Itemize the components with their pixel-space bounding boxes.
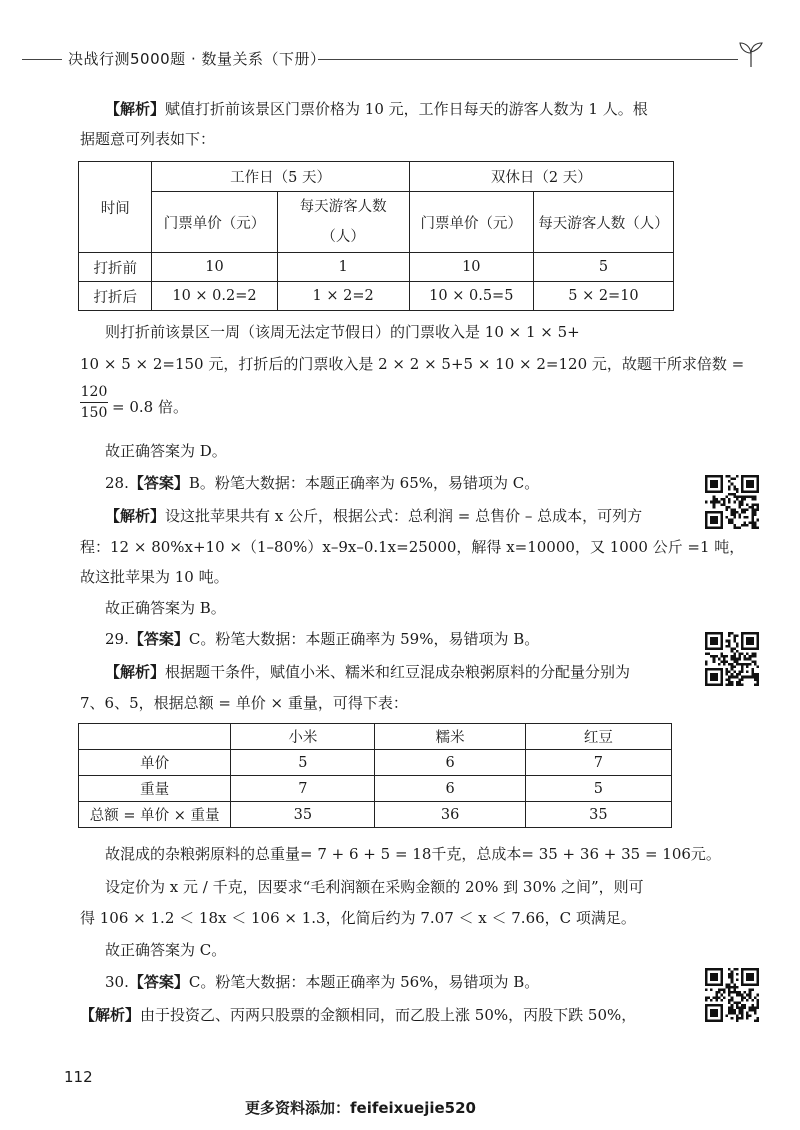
table-group-weekday: 工作日（5 天） bbox=[152, 162, 409, 192]
answer-text: C。粉笔大数据：本题正确率为 56%，易错项为 B。 bbox=[188, 973, 540, 991]
table-corner bbox=[79, 724, 231, 750]
table-header-price: 门票单价（元） bbox=[152, 192, 277, 253]
table-cell: 5 bbox=[525, 776, 671, 802]
table-cell: 5 bbox=[533, 253, 673, 282]
question-number: 28. bbox=[105, 474, 129, 492]
table-header: 小米 bbox=[231, 724, 375, 750]
row-label: 重量 bbox=[79, 776, 231, 802]
table-cell: 5 bbox=[231, 750, 375, 776]
table-header: 红豆 bbox=[525, 724, 671, 750]
q29-answer: 故正确答案为 C。 bbox=[105, 941, 227, 959]
question-number: 29. bbox=[105, 630, 129, 648]
q29-calc-line3: 得 106 × 1.2 ＜ 18x ＜ 106 × 1.3，化简后约为 7.07 ＜ x ＜ 7.66，C 项满足。 bbox=[80, 909, 636, 927]
answer-tag: 【答案】 bbox=[128, 630, 189, 648]
table-cell: 10 bbox=[152, 253, 277, 282]
table-header-visitors-weekend: 每天游客人数（人） bbox=[533, 192, 673, 253]
sprout-icon bbox=[736, 40, 766, 68]
answer-text: B。粉笔大数据：本题正确率为 65%，易错项为 C。 bbox=[188, 474, 540, 492]
row-label: 打折前 bbox=[79, 253, 152, 282]
q28-analysis-line1 bbox=[105, 505, 642, 527]
analysis-text: 根据题干条件，赋值小米、糯米和红豆混成杂粮粥原料的分配量分别为 bbox=[165, 663, 631, 681]
answer-tag: 【答案】 bbox=[128, 973, 189, 991]
table-cell: 6 bbox=[375, 776, 525, 802]
question-number: 30. bbox=[105, 973, 129, 991]
table-cell: 1 bbox=[277, 253, 409, 282]
q27-calc-line1: 则打折前该景区一周（该周无法定节假日）的门票收入是 10 × 1 × 5+ bbox=[105, 323, 580, 341]
q29-answer-line bbox=[105, 628, 539, 650]
q29-calc-line2: 设定价为 x 元 / 千克，因要求“毛利润额在采购金额的 20% 到 30% 之间”，则可 bbox=[105, 878, 644, 896]
table-cell: 6 bbox=[375, 750, 525, 776]
qr-code-icon[interactable] bbox=[705, 968, 759, 1022]
q29-analysis-line1 bbox=[105, 661, 630, 683]
table-cell: 35 bbox=[525, 802, 671, 828]
row-label: 总额 = 单价 × 重量 bbox=[79, 802, 231, 828]
table-cell: 35 bbox=[231, 802, 375, 828]
table-row bbox=[79, 253, 674, 282]
table-cell: 5 × 2=10 bbox=[533, 282, 673, 311]
analysis-tag: 【解析】 bbox=[105, 663, 166, 681]
q30-analysis-line1 bbox=[80, 1004, 636, 1026]
fraction-result: = 0.8 倍。 bbox=[112, 398, 188, 416]
analysis-text: 由于投资乙、丙两只股票的金额相同，而乙股上涨 50%，丙股下跌 50%， bbox=[140, 1006, 637, 1024]
q27-answer: 故正确答案为 D。 bbox=[105, 442, 227, 460]
table-cell: 10 × 0.2=2 bbox=[152, 282, 277, 311]
table-header-price-weekend: 门票单价（元） bbox=[409, 192, 533, 253]
analysis-tag: 【解析】 bbox=[80, 1006, 141, 1024]
fraction-numerator: 120 bbox=[80, 384, 108, 400]
answer-tag: 【答案】 bbox=[128, 474, 189, 492]
running-header bbox=[0, 40, 800, 80]
table-row bbox=[79, 750, 672, 776]
answer-text: C。粉笔大数据：本题正确率为 59%，易错项为 B。 bbox=[188, 630, 540, 648]
q28-answer: 故正确答案为 B。 bbox=[105, 599, 226, 617]
q28-analysis-line3: 故这批苹果为 10 吨。 bbox=[80, 568, 229, 586]
ticket-price-table bbox=[78, 161, 674, 311]
table-cell: 36 bbox=[375, 802, 525, 828]
analysis-text: 设这批苹果共有 x 公斤，根据公式：总利润 = 总售价 – 总成本，可列方 bbox=[165, 507, 643, 525]
visitors-header-line2: （人） bbox=[321, 229, 365, 245]
table-cell: 10 bbox=[409, 253, 533, 282]
q28-analysis-line2: 程：12 × 80%x+10 ×（1–80%）x–9x–0.1x=25000，解得 x=10000，又 1000 公斤 =1 吨， bbox=[80, 538, 745, 556]
q27-calc-line2: 10 × 5 × 2=150 元，打折后的门票收入是 2 × 2 × 5+5 × 10 × 2=120 元，故题干所求倍数 = bbox=[80, 355, 745, 373]
visitors-header-line1: 每天游客人数 bbox=[299, 199, 387, 215]
qr-code-icon[interactable] bbox=[705, 632, 759, 686]
q28-answer-line bbox=[105, 472, 539, 494]
fraction bbox=[80, 384, 108, 421]
table-header-time: 时间 bbox=[79, 162, 152, 253]
table-header-visitors bbox=[277, 192, 409, 253]
qr-code-icon[interactable] bbox=[705, 475, 759, 529]
fraction-denominator: 150 bbox=[80, 405, 108, 421]
q29-calc-line1: 故混成的杂粮粥原料的总重量= 7 + 6 + 5 = 18千克，总成本= 35 + 36 + 35 = 106元。 bbox=[105, 845, 721, 863]
table-row bbox=[79, 776, 672, 802]
row-label: 单价 bbox=[79, 750, 231, 776]
header-rule-left bbox=[22, 59, 62, 60]
header-title: 决战行测5000题 · 数量关系（下册） bbox=[68, 50, 326, 68]
row-label: 打折后 bbox=[79, 282, 152, 311]
grain-table bbox=[78, 723, 672, 828]
table-row bbox=[79, 282, 674, 311]
q29-analysis-line2: 7、6、5，根据总额 = 单价 × 重量，可得下表： bbox=[80, 694, 408, 712]
table-cell: 7 bbox=[525, 750, 671, 776]
table-row bbox=[79, 802, 672, 828]
table-cell: 10 × 0.5=5 bbox=[409, 282, 533, 311]
q30-answer-line bbox=[105, 971, 539, 993]
q27-analysis-line1 bbox=[105, 98, 648, 120]
analysis-text: 赋值打折前该景区门票价格为 10 元，工作日每天的游客人数为 1 人。根 bbox=[165, 100, 648, 118]
analysis-tag: 【解析】 bbox=[105, 100, 166, 118]
table-cell: 1 × 2=2 bbox=[277, 282, 409, 311]
table-group-weekend: 双休日（2 天） bbox=[409, 162, 673, 192]
header-rule-right bbox=[318, 59, 738, 60]
page-number: 112 bbox=[64, 1068, 93, 1086]
fraction-bar bbox=[80, 402, 108, 403]
table-cell: 7 bbox=[231, 776, 375, 802]
footer-note: 更多资料添加：feifeixuejie520 bbox=[245, 1099, 476, 1117]
q27-analysis-line2: 据题意可列表如下： bbox=[80, 130, 216, 148]
table-header: 糯米 bbox=[375, 724, 525, 750]
analysis-tag: 【解析】 bbox=[105, 507, 166, 525]
